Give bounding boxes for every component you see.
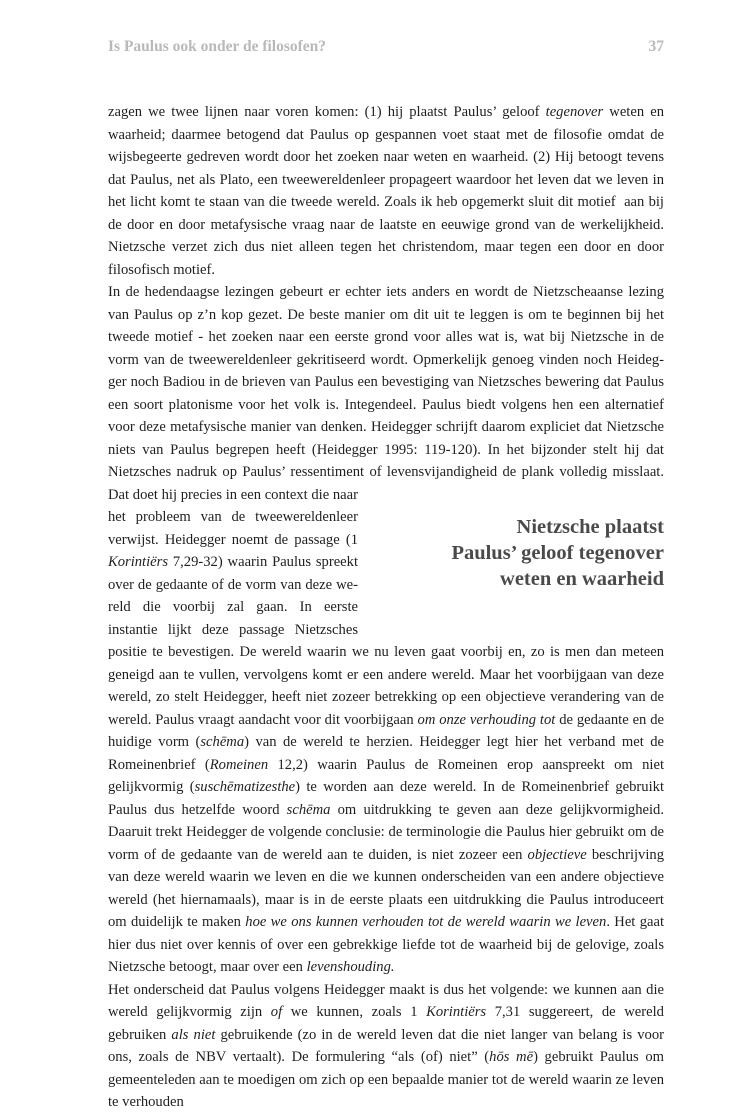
text-run: weten en waarheid; daarmee betogend dat Paulus op gespannen voet staat met de filosofie omdat de wijsbegeerte gedreven wordt door het zoeken naar weten en waarheid. (2) Hij betoogt tevens dat Paulus, net als Plato, een tweewereldenleer propageert waardoor het leven dat we leven in het licht komt te staan van die tweede wereld. Zoals ik heb opgemerkt sluit dit motief aan bij de door en door metafysische vraag naar de laatste en eeuwige grond van de werkelijkheid. Nietzsche verzet zich dus niet alleen tegen het christendom, maar tegen een door en door filosofisch motief.: [108, 104, 665, 278]
page-number: 37: [648, 38, 664, 55]
italic-text: hōs mē: [489, 1049, 534, 1065]
text-run: In de hedendaagse lezingen gebeurt er echter iets anders en wordt de Nietzscheaanse lezing van Paulus op z’n kop gezet. De beste manier om dit uit te leggen is om te beginnen bij het tweede motief - het zoeken naar een eerste grond voor alles wat is, wat bij Nietzsche in de vorm van de tweewereldenleer gekritiseerd wordt. Opmerkelijk genoeg vinden noch Heidegger noch Badiou in de brieven van Paulus een bevestiging van Nietzsches bewering dat Paulus een soort platonisme voor het volk is. Integendeel. Paulus biedt volgens hen een alternatief voor deze metafysische manier van denken. Heidegger schrijft daarom expliciet dat Nietzsche niets van Paulus begrepen heeft (Heidegger 1995: 119-120). In het bijzonder stelt hij dat Nietzsches nadruk op Paulus’ ressentiment of levensvijandigheid de plank volledig misslaat.: [108, 284, 664, 480]
italic-text: schēma: [286, 801, 331, 818]
text-run: zagen we twee lijnen naar voren komen: (1) hij plaatst Paulus’ geloof: [108, 104, 546, 120]
running-title: Is Paulus ook onder de filosofen?: [108, 38, 327, 55]
text-run: . Het gaat hier dus niet over kennis of over een gebrekkige liefde tot de waarheid bij de gelovige, zoals Nietzsche betoogt, maar over een: [108, 914, 664, 975]
italic-text: tegenover: [545, 104, 604, 120]
body-text: [108, 101, 664, 1114]
paragraph: [108, 101, 664, 281]
text-run: we kunnen, zoals 1: [282, 1004, 427, 1020]
text-run: 12,2) waarin Paulus de Romeinen erop aanspreekt om niet gelijkvormig (: [108, 756, 665, 795]
italic-text: Korintiërs: [108, 554, 169, 570]
italic-text: als niet: [171, 1026, 216, 1043]
italic-text: Korintiërs: [426, 1004, 487, 1020]
paragraph: [108, 281, 664, 979]
text-run: 7,29-32) waarin Paulus spreekt over de gedaante of de vorm van deze wereld die voorbij zal gaan. In eerste instantie lijkt deze passage Nietzsches positie te bevestigen. De wereld waarin we nu leven gaat voorbij en, zo is men dan meteen geneigd aan te vullen, vervolgens komt er een andere wereld. Maar het voorbijgaan van deze wereld, zo stelt Heidegger, heeft niet zozeer betrekking op een objectieve verandering van de wereld. Paulus vraagt aandacht voor dit voorbijgaan: [108, 554, 664, 728]
text-run: ) gebruikt Paulus om gemeenteleden aan te moedigen om zich op een bepaalde manier tot de wereld waarin ze leven te verhouden: [108, 1049, 664, 1110]
italic-text: levenshouding.: [306, 959, 395, 975]
italic-text: schēma: [200, 734, 245, 750]
text-run: om uitdrukking te geven aan deze gelijkvormigheid. Daaruit trekt Heidegger de volgende conclusie: de terminologie die Paulus hier gebruikt om de vorm of de gedaante van de wereld aan te duiden, is niet zozeer een: [108, 801, 664, 863]
text-run: 7,31 suggereert, de wereld gebruiken: [108, 1004, 664, 1043]
paragraph: [108, 979, 664, 1114]
italic-text: objectieve: [527, 846, 587, 863]
text-run: beschrijving van deze wereld waarin we leven en die we kunnen onderscheiden van een andere objectieve wereld (het hiernamaals), maar is in de eerste plaats een uitdrukking die Paulus introduceert om duidelijk te maken: [108, 846, 664, 930]
text-run: Dat doet hij precies in een context die naar het probleem van de tweewereldenleer verwijst. Heidegger noemt de passage (1: [108, 486, 358, 548]
italic-text: om onze verhouding tot: [417, 711, 556, 728]
pull-quote: [364, 484, 664, 628]
text-run: gebruikende (zo in de wereld leven dat die niet langer van belang is voor ons, zoals de NBV vertaalt). De formulering “als (of) niet” (: [108, 1026, 664, 1065]
running-head: [108, 38, 664, 58]
text-run: Het onderscheid dat Paulus volgens Heidegger maakt is dus het volgende: we kunnen aan die wereld gelijkvormig zijn: [108, 981, 664, 1020]
italic-text: suschēmatizesthe: [194, 779, 296, 795]
pull-quote-line: weten en waarheid: [500, 567, 664, 590]
italic-text: Romeinen: [209, 756, 269, 773]
text-run: ) van de wereld te herzien. Heidegger legt hier het verband met de Romeinenbrief (: [108, 734, 664, 773]
pull-quote-line: Paulus’ geloof tegenover: [451, 541, 664, 564]
text-run: ) te worden aan deze wereld. In de Romeinenbrief gebruikt Paulus dus hetzelfde woord: [108, 779, 664, 818]
italic-text: of: [270, 1004, 283, 1020]
text-run: de gedaante en de huidige vorm (: [108, 711, 664, 750]
pull-quote-line: Nietzsche plaatst: [516, 515, 664, 538]
italic-text: hoe we ons kunnen verhouden tot de wereld waarin we leven: [245, 914, 607, 930]
